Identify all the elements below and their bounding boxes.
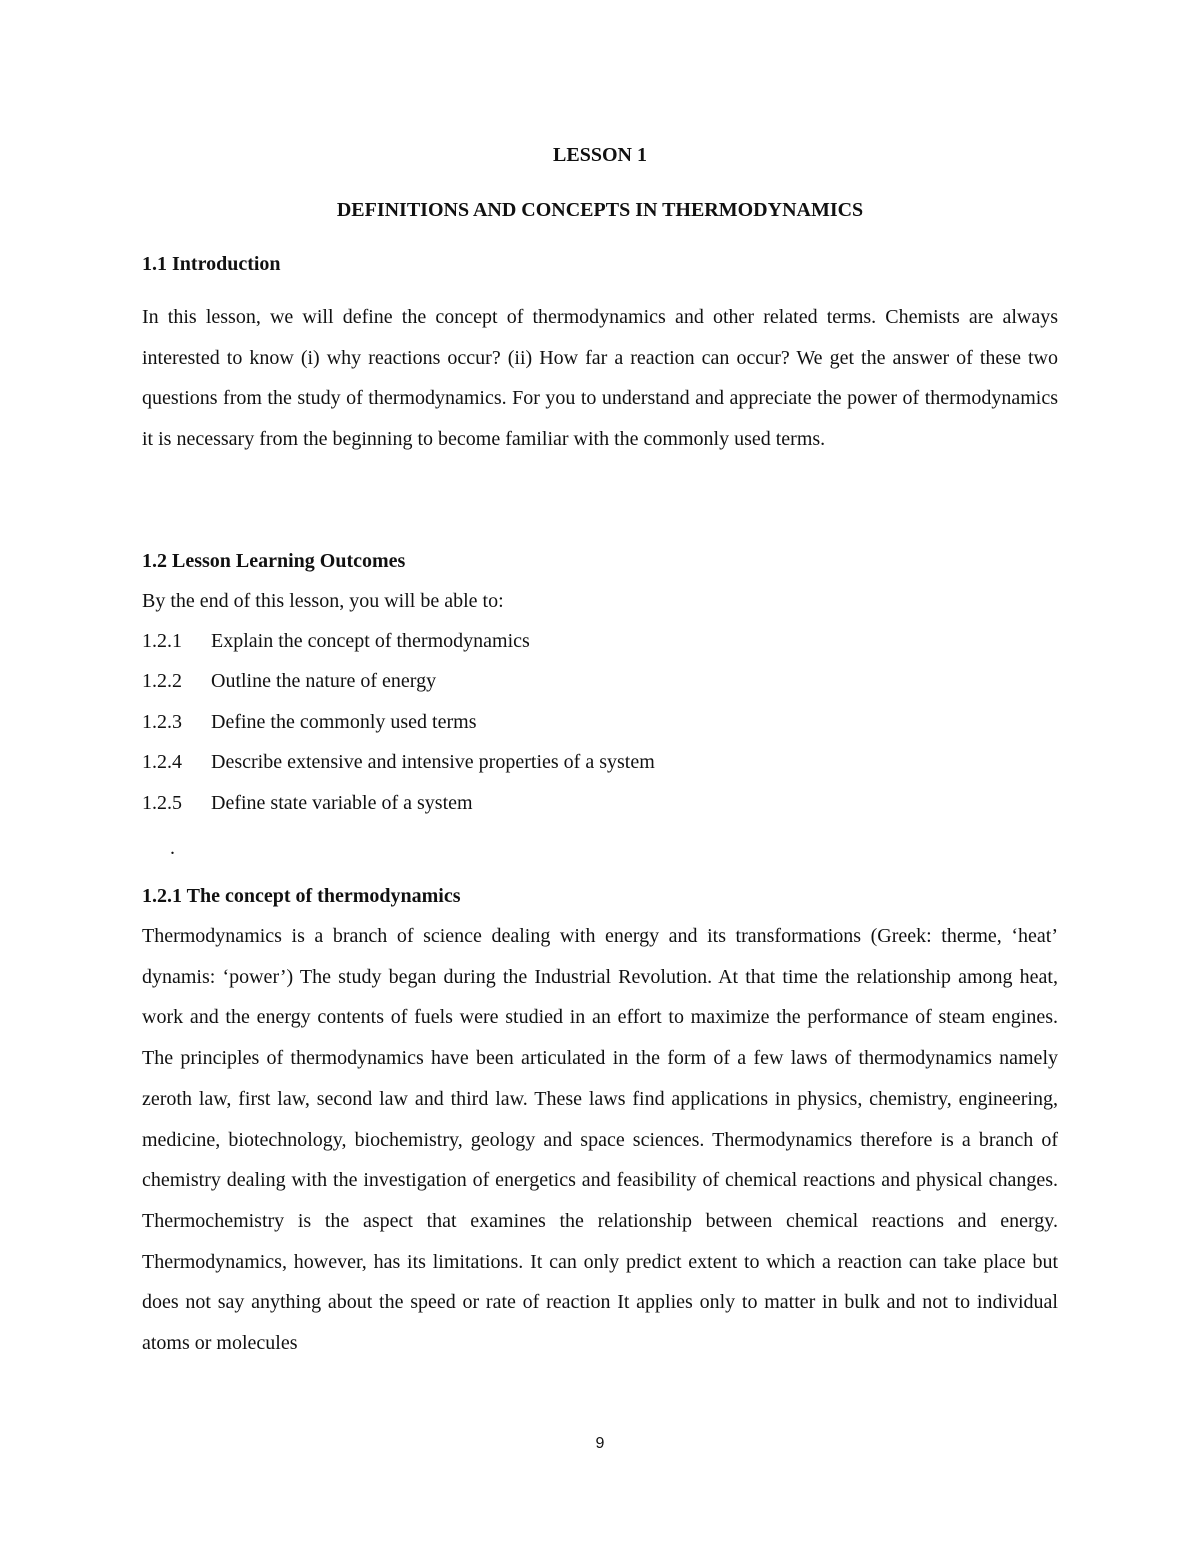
concept-paragraph: Thermodynamics is a branch of science dealing with energy and its transformations (Greek: therme, ‘heat’ dynamis: ‘power’) The study began during the Industrial Revolution. At that time the relationship among heat, work and the energy contents of fuels were studied in an effort to maximize the performance of steam engines. The principles of thermodynamics have been articulated in the form of a few laws of thermodynamics namely zeroth law, first law, second law and third law. These laws find applications in physics, chemistry, engineering, medicine, biotechnology, biochemistry, geology and space sciences. Thermodynamics therefore is a branch of chemistry dealing with the investigation of energetics and feasibility of chemical reactions and physical changes. Thermochemistry is the aspect that examines the relationship between chemical reactions and energy. Thermodynamics, however, has its limitations. It can only predict extent to which a reaction can take place but does not say anything about the speed or rate of reaction It applies only to matter in bulk and not to individual atoms or molecules [142, 925, 1058, 1355]
introduction-heading: 1.1 Introduction [142, 253, 281, 275]
outcome-number: 1.2.1 [142, 630, 182, 652]
list-item [142, 748, 1058, 788]
outcome-number: 1.2.4 [142, 751, 182, 774]
outcome-number: 1.2.2 [142, 670, 182, 693]
concept-heading: 1.2.1 The concept of thermodynamics [142, 885, 461, 907]
outcome-text: Explain the concept of thermodynamics [211, 630, 530, 652]
outcome-text: Describe extensive and intensive properties of a system [211, 751, 655, 774]
lesson-number: LESSON 1 [553, 144, 647, 166]
outcomes-list [142, 627, 1058, 829]
outcome-number: 1.2.3 [142, 710, 182, 733]
outcomes-heading: 1.2 Lesson Learning Outcomes [142, 550, 406, 572]
stray-mark: . [170, 837, 175, 859]
introduction-paragraph: In this lesson, we will define the concept of thermodynamics and other related terms. Chemists are always interested to know (i) why reactions occur? (ii) How far a reaction can occur? We get the answer of these two questions from the study of thermodynamics. For you to understand and appreciate the power of thermodynamics it is necessary from the beginning to become familiar with the commonly used terms. [142, 306, 1058, 451]
list-item [142, 667, 1058, 707]
page-number: 9 [595, 1435, 605, 1452]
list-item [142, 789, 1058, 829]
outcome-text: Outline the nature of energy [211, 670, 437, 693]
outcome-text: Define state variable of a system [211, 791, 473, 814]
list-item [142, 708, 1058, 748]
outcomes-lead-text: By the end of this lesson, you will be able to: [142, 590, 504, 612]
lesson-title: DEFINITIONS AND CONCEPTS IN THERMODYNAMICS [336, 199, 864, 221]
outcome-number: 1.2.5 [142, 791, 182, 814]
outcome-text: Define the commonly used terms [211, 710, 477, 733]
list-item [142, 627, 1058, 667]
